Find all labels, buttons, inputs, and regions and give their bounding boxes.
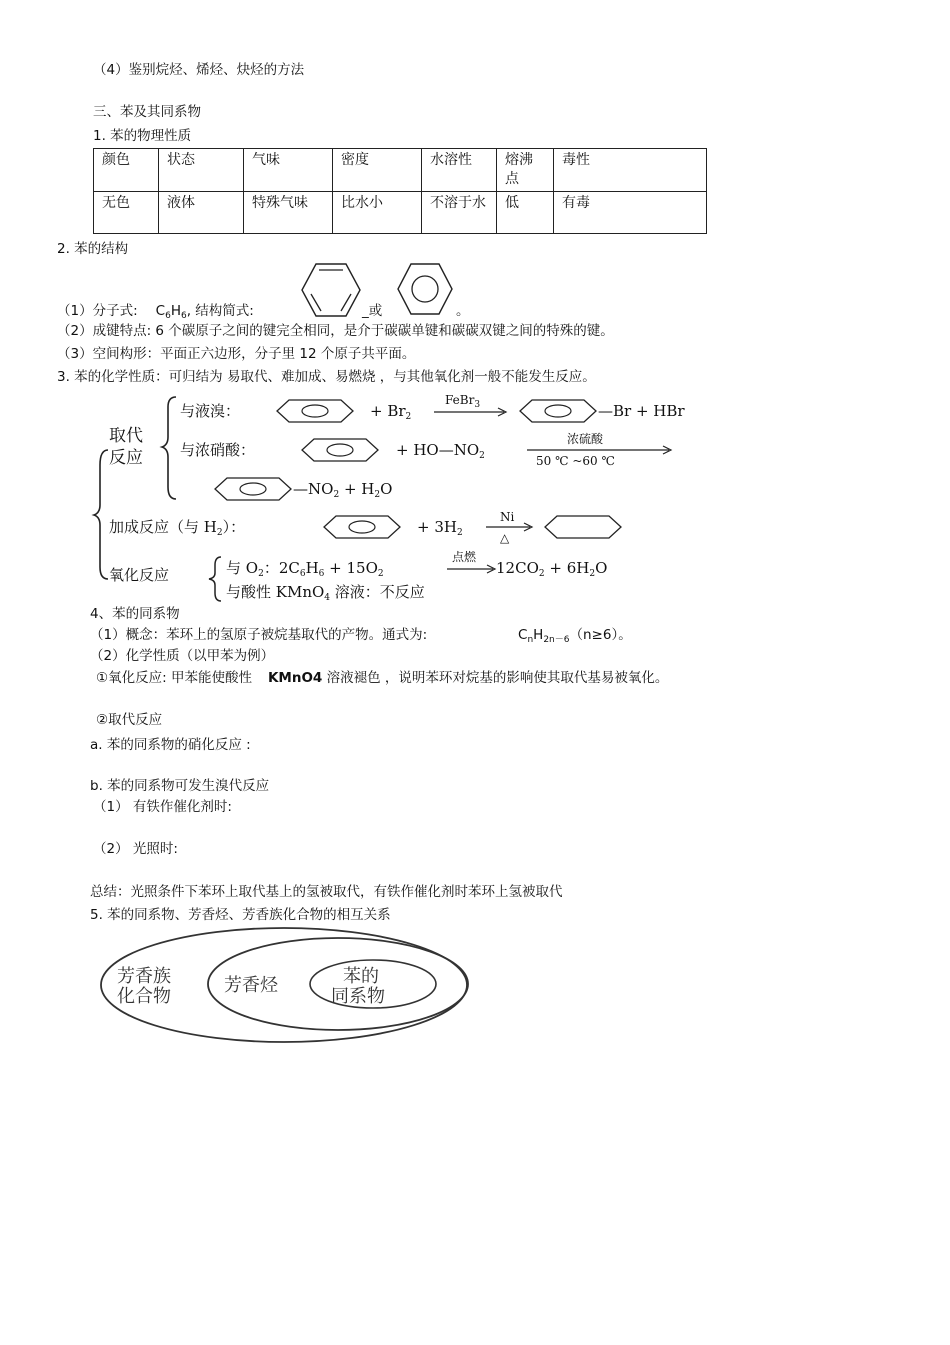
reaction-arrow-icon bbox=[484, 521, 536, 533]
table-cell: 颜色 bbox=[94, 149, 159, 192]
reaction-2-reagent: + $HO—NO_2$ bbox=[396, 441, 485, 461]
table-cell: 液体 bbox=[159, 192, 244, 234]
table-cell: 水溶性 bbox=[422, 149, 497, 192]
formula-c: C bbox=[155, 303, 166, 319]
text-label: （1）分子式: bbox=[57, 303, 138, 319]
table-cell: 毒性 bbox=[554, 149, 707, 192]
addition-catalyst: Ni bbox=[500, 510, 515, 524]
table-cell: 特殊气味 bbox=[244, 192, 333, 234]
or-text: _或 bbox=[362, 303, 383, 319]
table-header-row bbox=[94, 149, 707, 192]
bromination-line: b. 苯的同系物可发生溴代反应 bbox=[90, 778, 270, 794]
benzene-ring-icon bbox=[518, 398, 598, 424]
reaction-arrow-icon bbox=[445, 563, 497, 575]
reaction-arrow-icon bbox=[432, 406, 512, 418]
table-cell: 无色 bbox=[94, 192, 159, 234]
formula-sub: 6 bbox=[180, 311, 187, 321]
spatial-shape-line: （3）空间构形：平面正六边形，分子里 12 个原子共平面。 bbox=[57, 346, 416, 362]
table-row bbox=[94, 192, 707, 234]
reaction-1-reagent: + $Br_2$ bbox=[370, 402, 412, 422]
addition-heat-symbol: △ bbox=[500, 531, 510, 545]
reaction-1-product: —Br + HBr bbox=[598, 402, 685, 420]
table-cell: 熔沸点 bbox=[497, 149, 554, 192]
physical-properties-table bbox=[93, 148, 707, 234]
chemical-properties-line: （2）化学性质（以甲苯为例） bbox=[90, 648, 275, 664]
brace-icon bbox=[92, 395, 182, 585]
oxidation-with-kmno4: 与酸性 KMnO$_4$ 溶液：不反应 bbox=[226, 583, 425, 603]
reaction-2-product: $—NO_2 + H_2O$ bbox=[293, 480, 393, 500]
subsection-2-title: 2. 苯的结构 bbox=[57, 241, 129, 257]
concept-line: （1）概念：苯环上的氢原子被烷基取代的产物。通式为: bbox=[90, 627, 428, 643]
venn-middle-label: 芳香烃 bbox=[224, 975, 278, 996]
venn-inner-label-2: 同系物 bbox=[331, 986, 385, 1007]
benzene-ring-icon bbox=[213, 476, 293, 502]
oxidation-line: ①氧化反应: 甲苯能使酸性 KMnO4 溶液褪色 ，说明苯环对烷基的影响使其取代基易被氧化。 bbox=[96, 670, 669, 686]
benzene-ring-icon bbox=[275, 398, 355, 424]
summary-line: 总结：光照条件下苯环上取代基上的氢被取代，有铁作催化剂时苯环上氢被取代 bbox=[90, 884, 563, 900]
table-cell: 有毒 bbox=[554, 192, 707, 234]
oxidation-with-oxygen: 与 $O_2$：$2C_6H_6 + 15O_2$ bbox=[226, 559, 384, 579]
benzene-ring-icon bbox=[322, 514, 402, 540]
subsection-4-title: 4、苯的同系物 bbox=[90, 606, 180, 622]
table-cell: 状态 bbox=[159, 149, 244, 192]
period-text: 。 bbox=[456, 303, 470, 319]
combustion-products: $12CO_2 + 6H_2O$ bbox=[496, 559, 608, 579]
oxidation-reaction-label: 氧化反应 bbox=[109, 566, 170, 584]
reaction-2-label: 与浓硝酸： bbox=[180, 441, 256, 459]
reaction-2-condition-bottom: 50 ℃ ~60 ℃ bbox=[536, 454, 615, 468]
reaction-1-label: 与液溴： bbox=[180, 402, 241, 420]
table-cell: 比水小 bbox=[333, 192, 422, 234]
brace-icon bbox=[205, 555, 225, 603]
substitution-title: ②取代反应 bbox=[96, 712, 163, 728]
section-title-4: （4）鉴别烷烃、烯烃、炔烃的方法 bbox=[93, 62, 305, 78]
subsection-1-title: 1. 苯的物理性质 bbox=[93, 128, 192, 144]
formula-sub: 6 bbox=[165, 311, 171, 321]
table-cell: 密度 bbox=[333, 149, 422, 192]
subsection-3-title: 3. 苯的化学性质：可归结为 易取代、难加成、易燃烧 ，与其他氧化剂一般不能发生反应。 bbox=[57, 369, 596, 385]
benzene-circle-structure bbox=[396, 262, 454, 316]
reaction-2-condition-top: 浓硫酸 bbox=[567, 432, 604, 446]
iron-catalyst-line: （1） 有铁作催化剂时: bbox=[93, 799, 232, 815]
light-condition-line: （2） 光照时: bbox=[93, 841, 178, 857]
table-cell: 不溶于水 bbox=[422, 192, 497, 234]
benzene-ring-icon bbox=[300, 437, 380, 463]
table-cell: 低 bbox=[497, 192, 554, 234]
substitution-label-1: 取代 bbox=[109, 426, 143, 446]
bonding-feature-line: （2）成键特点: 6 个碳原子之间的键完全相同，是介于碳碳单键和碳碳双键之间的特殊的键。 bbox=[57, 323, 614, 339]
subsection-5-title: 5. 苯的同系物、芳香烃、芳香族化合物的相互关系 bbox=[90, 907, 391, 923]
venn-outer-label-2: 化合物 bbox=[117, 986, 171, 1007]
nitration-line: a. 苯的同系物的硝化反应 : bbox=[90, 737, 251, 753]
addition-reaction-label: 加成反应（与 $H_2$）： bbox=[109, 518, 246, 538]
formula-h: H bbox=[170, 303, 181, 319]
addition-reagent: + $3H_2$ bbox=[417, 518, 463, 538]
substitution-label-2: 反应 bbox=[109, 448, 143, 468]
general-formula: $C_nH_{2n-6}(n\ge 6)$。 bbox=[518, 627, 632, 645]
venn-inner-label-1: 苯的 bbox=[343, 966, 379, 987]
venn-outer-label-1: 芳香族 bbox=[117, 966, 171, 987]
combustion-condition: 点燃 bbox=[452, 550, 477, 564]
cyclohexane-ring-icon bbox=[543, 514, 623, 540]
text-label: , 结构简式: bbox=[186, 303, 254, 319]
table-cell: 气味 bbox=[244, 149, 333, 192]
benzene-kekule-structure bbox=[300, 262, 362, 318]
section-3-title: 三、苯及其同系物 bbox=[93, 104, 201, 120]
reaction-1-catalyst: FeBr$_3$ bbox=[445, 393, 481, 410]
